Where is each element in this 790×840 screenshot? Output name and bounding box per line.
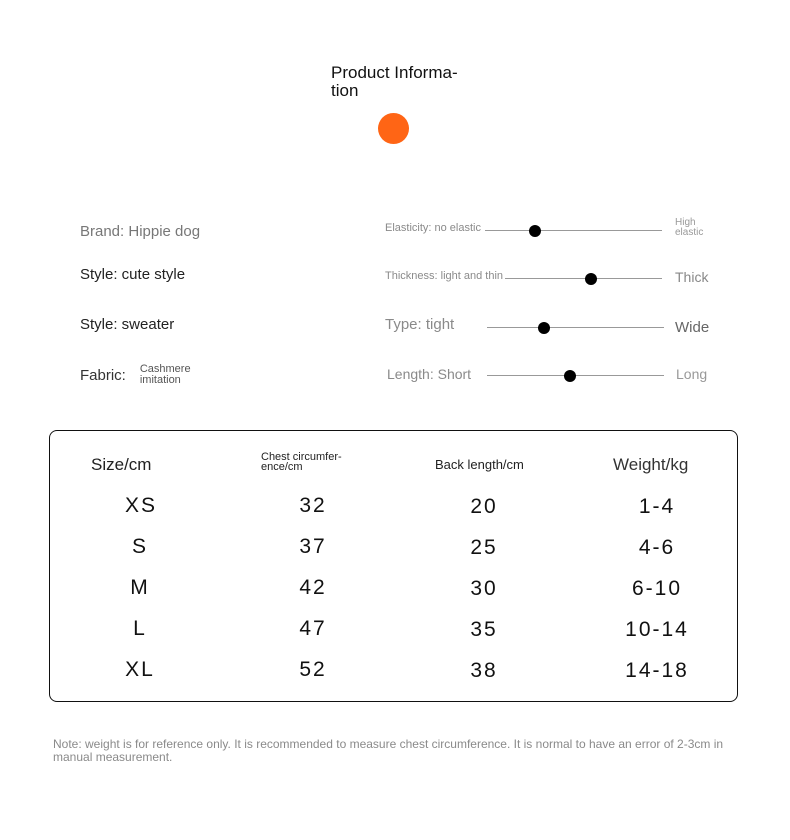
slider-thickness — [385, 263, 720, 293]
table-cell-chest: 47 — [299, 617, 327, 640]
table-cell-back: 35 — [470, 618, 498, 641]
slider-length — [385, 360, 720, 390]
table-cell-chest: 37 — [299, 535, 327, 558]
table-cell-weight: 14-18 — [625, 659, 689, 682]
table-cell-size: M — [130, 576, 150, 599]
slider-left-label: Type: tight — [385, 316, 455, 333]
brand-label: Brand: Hippie dog — [80, 223, 201, 240]
slider-left-label: Length: Short — [387, 366, 472, 382]
slider-left-label: Thickness: light and thin — [385, 270, 504, 282]
table-cell-weight: 10-14 — [625, 618, 689, 641]
table-header-weight: Weight/kg — [613, 455, 689, 474]
measurement-note: Note: weight is for reference only. It is recommended to measure chest circumference. It is normal to have an error of 2-3cm in manual measurement. — [53, 737, 724, 764]
table-cell-size: XS — [124, 494, 157, 517]
slider-right-label: Long — [676, 366, 708, 382]
slider-knob — [585, 273, 597, 285]
table-header-back: Back length/cm — [435, 457, 524, 472]
table-header-size: Size/cm — [91, 455, 152, 474]
table-cell-chest: 42 — [299, 576, 327, 599]
style-label-1: Style: cute style — [80, 266, 186, 283]
fabric-label: Fabric: — [80, 366, 126, 384]
slider-knob — [564, 370, 576, 382]
table-cell-back: 25 — [470, 536, 498, 559]
table-cell-weight: 1-4 — [638, 495, 676, 518]
table-cell-size: XL — [125, 658, 155, 681]
page-title: Product Informa- tion — [331, 63, 458, 100]
slider-elasticity — [385, 216, 720, 246]
slider-track — [485, 230, 662, 231]
fabric-value: Cashmere imitation — [139, 363, 191, 386]
slider-left-label: Elasticity: no elastic — [385, 222, 481, 234]
table-cell-back: 38 — [470, 659, 498, 682]
table-cell-back: 20 — [470, 495, 498, 518]
table-cell-chest: 52 — [299, 658, 327, 681]
table-cell-back: 30 — [470, 577, 498, 600]
slider-type — [385, 313, 720, 343]
slider-knob — [529, 225, 541, 237]
table-cell-size: L — [133, 617, 147, 640]
table-header-chest: Chest circumfer- ence/cm — [261, 451, 342, 473]
slider-track — [505, 278, 662, 279]
slider-track — [487, 327, 664, 328]
slider-right-label: Wide — [675, 319, 710, 336]
table-cell-weight: 4-6 — [638, 536, 676, 559]
table-cell-size: S — [131, 535, 148, 558]
fabric-row — [80, 364, 210, 386]
table-cell-chest: 32 — [299, 494, 327, 517]
style-label-2: Style: sweater — [80, 316, 175, 333]
table-cell-weight: 6-10 — [631, 577, 683, 600]
accent-dot — [378, 113, 409, 144]
slider-knob — [538, 322, 550, 334]
slider-right-label: Thick — [675, 269, 709, 285]
slider-right-label: High elastic — [675, 217, 704, 238]
